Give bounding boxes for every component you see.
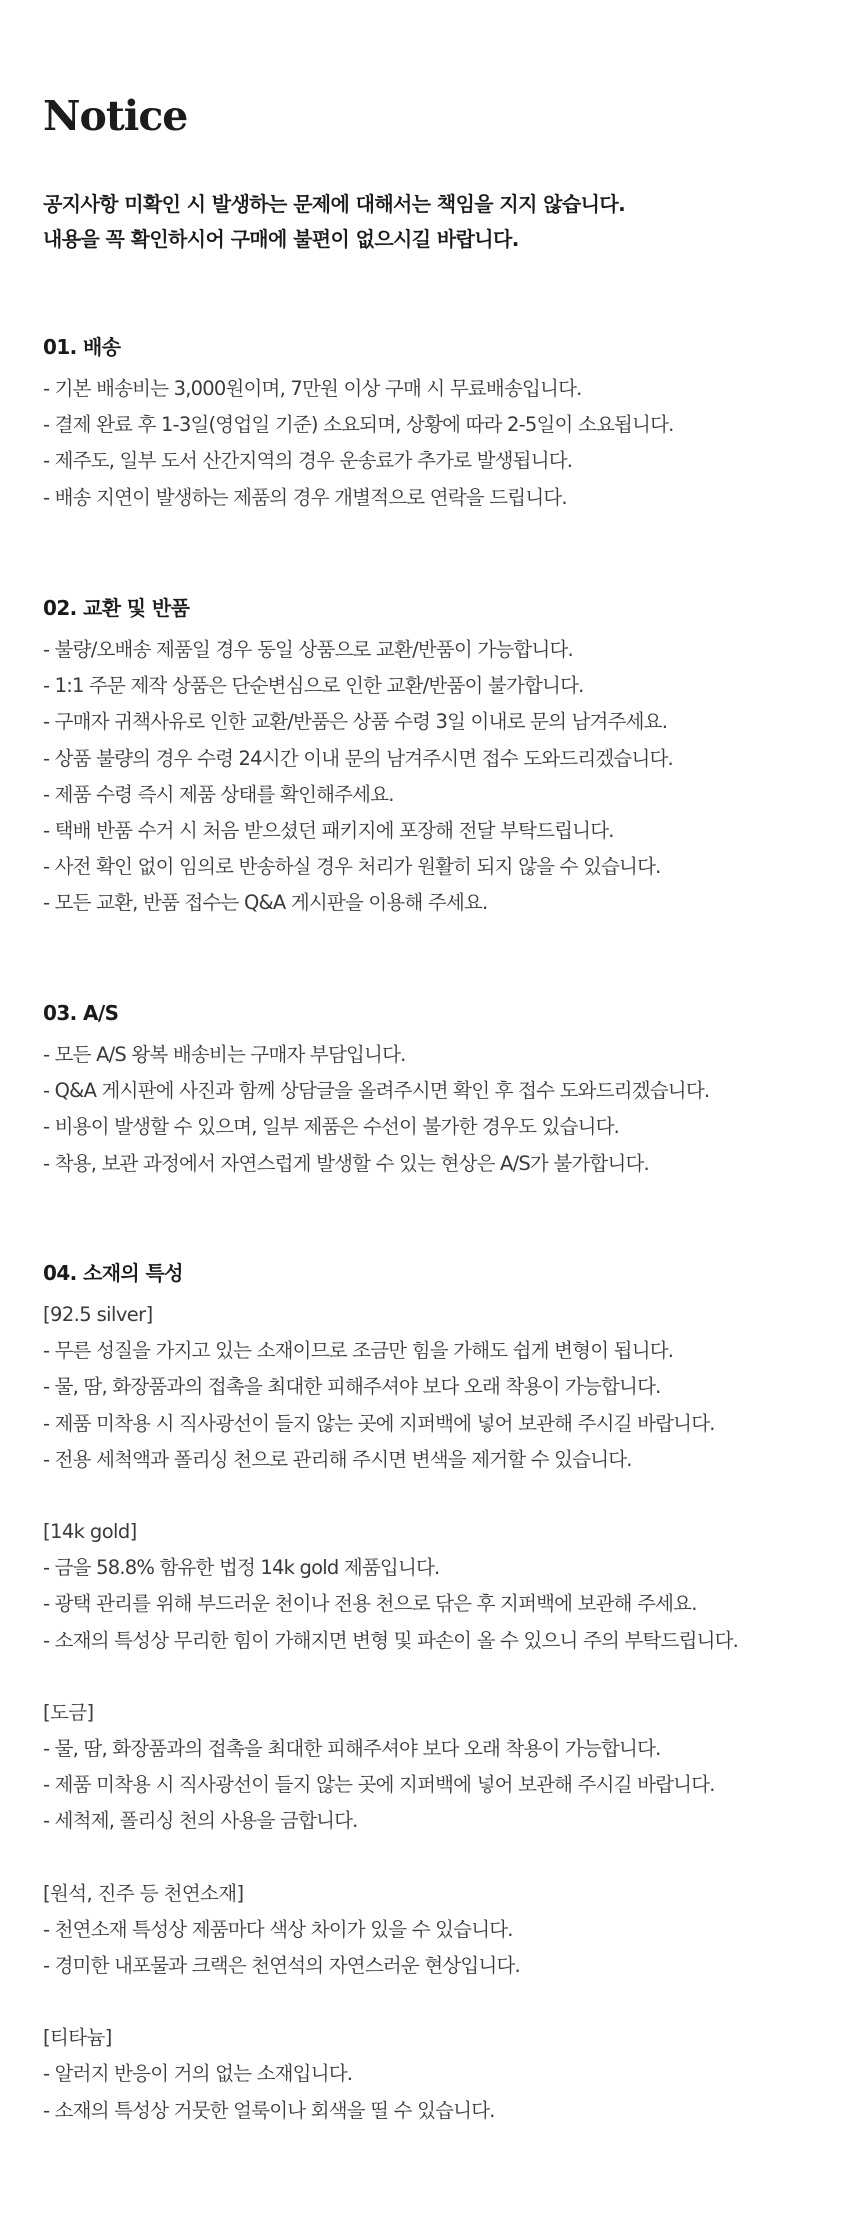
list-item: - 금을 58.8% 함유한 법정 14k gold 제품입니다. [43,1556,440,1580]
material-heading: [원석, 진주 등 천연소재] [43,1881,244,1905]
material-group-natural [43,1876,833,1985]
section-title: 01. 배송 [43,335,121,359]
list-item: - 배송 지연이 발생하는 제품의 경우 개별적으로 연락을 드립니다. [43,485,567,509]
list-item: - 택배 반품 수거 시 처음 받으셨던 패키지에 포장해 전달 부탁드립니다. [43,819,614,843]
list-item: - 기본 배송비는 3,000원이며, 7만원 이상 구매 시 무료배송입니다. [43,377,582,400]
list-item: - 사전 확인 없이 임의로 반송하실 경우 처리가 원활히 되지 않을 수 있습니다. [43,855,661,879]
section-after-service [43,995,833,1182]
list-item: - 1:1 주문 제작 상품은 단순변심으로 인한 교환/반품이 불가합니다. [43,674,584,698]
list-item: - 제품 수령 즉시 제품 상태를 확인해주세요. [43,782,394,806]
list-item: - 천연소재 특성상 제품마다 색상 차이가 있을 수 있습니다. [43,1917,513,1941]
intro-line: 내용을 꼭 확인하시어 구매에 불편이 없으시길 바랍니다. [43,227,519,251]
list-item: - 제주도, 일부 도서 산간지역의 경우 운송료가 추가로 발생됩니다. [43,449,573,473]
list-item: - 결제 완료 후 1-3일(영업일 기준) 소요되며, 상황에 따라 2-5일이 소요됩니다. [43,413,674,437]
section-title: 02. 교환 및 반품 [43,596,190,620]
material-heading: [티타늄] [43,2026,112,2050]
list-item: - Q&A 게시판에 사진과 함께 상담글을 올려주시면 확인 후 접수 도와드리겠습니다. [43,1079,710,1103]
material-heading: [도금] [43,1700,94,1724]
section-shipping [43,329,833,516]
material-group-titanium [43,2020,833,2129]
list-item: - 제품 미착용 시 직사광선이 들지 않는 곳에 지퍼백에 넣어 보관해 주시길 바랍니다. [43,1411,715,1435]
list-item: - 물, 땀, 화장품과의 접촉을 최대한 피해주셔야 보다 오래 착용이 가능합니다. [43,1737,661,1761]
list-item: - 세척제, 폴리싱 천의 사용을 금합니다. [43,1809,358,1833]
list-item: - 물, 땀, 화장품과의 접촉을 최대한 피해주셔야 보다 오래 착용이 가능합니다. [43,1375,661,1399]
material-heading: [14k gold] [43,1520,137,1544]
list-item: - 경미한 내포물과 크랙은 천연석의 자연스러운 현상입니다. [43,1954,520,1978]
list-item: - 제품 미착용 시 직사광선이 들지 않는 곳에 지퍼백에 넣어 보관해 주시길 바랍니다. [43,1773,715,1797]
material-group-plating [43,1695,833,1840]
material-group-gold [43,1514,833,1659]
section-title: 04. 소재의 특성 [43,1261,183,1285]
list-item: - 광택 관리를 위해 부드러운 천이나 전용 천으로 닦은 후 지퍼백에 보관해 주세요. [43,1592,697,1616]
intro-text [43,187,625,257]
list-item: - 무른 성질을 가지고 있는 소재이므로 조금만 힘을 가해도 쉽게 변형이 됩니다. [43,1339,674,1363]
section-title: 03. A/S [43,1001,119,1025]
material-group-silver [43,1297,833,1478]
list-item: - 소재의 특성상 거뭇한 얼룩이나 회색을 띨 수 있습니다. [43,2098,495,2122]
page-title: Notice [43,92,188,140]
list-item: - 모든 교환, 반품 접수는 Q&A 게시판을 이용해 주세요. [43,891,488,915]
list-item: - 비용이 발생할 수 있으며, 일부 제품은 수선이 불가한 경우도 있습니다. [43,1115,620,1139]
list-item: - 전용 세척액과 폴리싱 천으로 관리해 주시면 변색을 제거할 수 있습니다. [43,1447,632,1471]
intro-line: 공지사항 미확인 시 발생하는 문제에 대해서는 책임을 지지 않습니다. [43,192,626,216]
section-material [43,1255,833,2129]
list-item: - 구매자 귀책사유로 인한 교환/반품은 상품 수령 3일 이내로 문의 남겨주세요. [43,710,668,734]
list-item: - 불량/오배송 제품일 경우 동일 상품으로 교환/반품이 가능합니다. [43,638,573,661]
list-item: - 소재의 특성상 무리한 힘이 가해지면 변형 및 파손이 올 수 있으니 주의 부탁드립니다. [43,1628,739,1652]
list-item: - 상품 불량의 경우 수령 24시간 이내 문의 남겨주시면 접수 도와드리겠습니다. [43,746,673,770]
list-item: - 모든 A/S 왕복 배송비는 구매자 부담입니다. [43,1043,406,1066]
list-item: - 알러지 반응이 거의 없는 소재입니다. [43,2062,353,2086]
section-exchange-return [43,590,833,922]
list-item: - 착용, 보관 과정에서 자연스럽게 발생할 수 있는 현상은 A/S가 불가합니다. [43,1151,649,1175]
material-heading: [92.5 silver] [43,1303,153,1326]
